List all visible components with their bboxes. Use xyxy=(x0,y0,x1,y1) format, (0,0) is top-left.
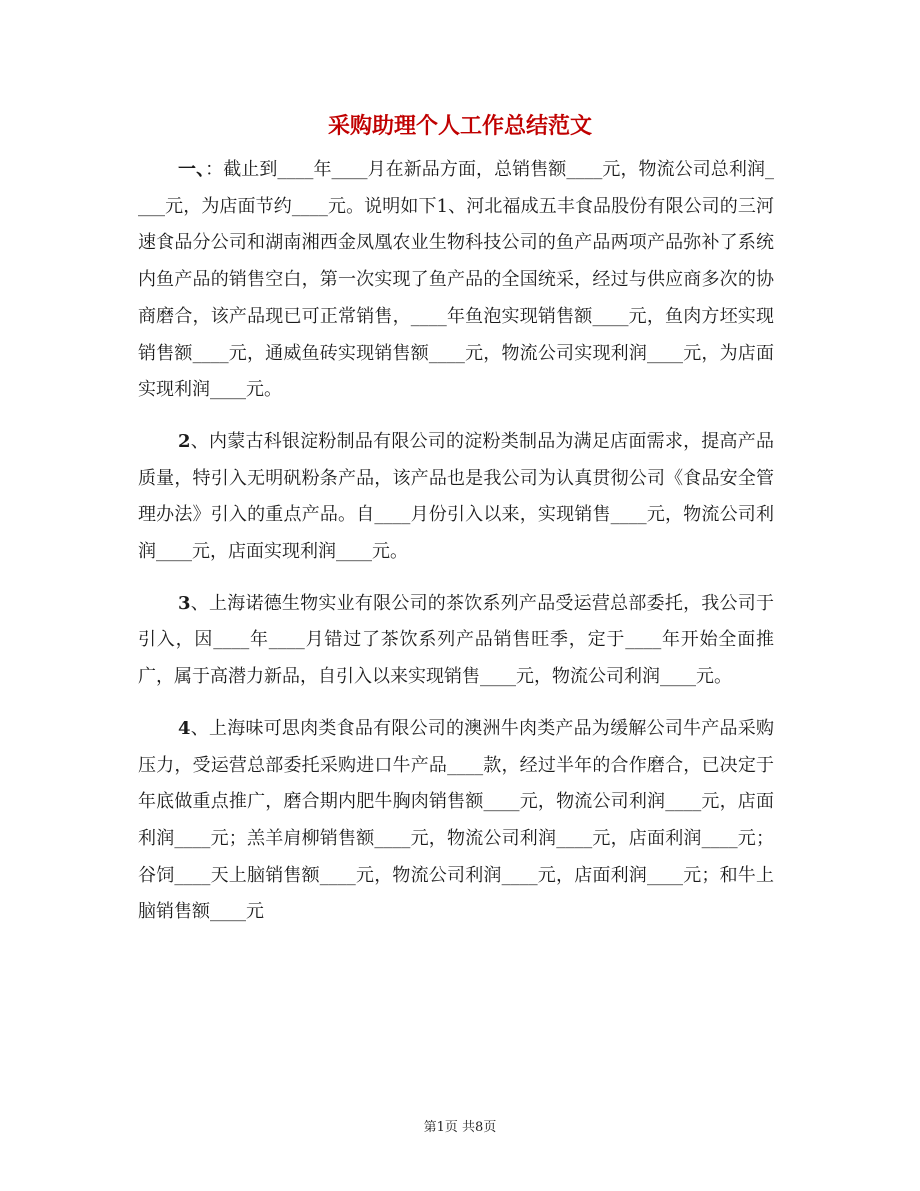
paragraph-2 xyxy=(138,424,774,571)
paragraph-4 xyxy=(138,711,774,931)
paragraph-4-lead: 4 xyxy=(178,717,191,739)
document-title: 采购助理个人工作总结范文 xyxy=(327,113,592,139)
paragraph-1-text: ：截止到____年____月在新品方面，总销售额____元，物流公司总利润____元，为店面节约____元。说明如下1、河北福成五丰食品股份有限公司的三河速食品分公司和湖南湘西金凤凰农业生物科技公司的鱼产品两项产品弥补了系统内鱼产品的销售空白，第一次实现了鱼产品的全国统采，经过与供应商多次的协商磨合，该产品现已可正常销售，____年鱼泡实现销售额____元，鱼肉方坯实现销售额____元，通威鱼砖实现销售额____元，物流公司实现利润____元，为店面实现利润____元。 xyxy=(138,159,775,401)
paragraph-3 xyxy=(138,586,774,696)
paragraph-3-lead: 3 xyxy=(178,592,191,614)
document-body xyxy=(138,152,774,946)
page-footer: 第1页 共8页 xyxy=(423,1120,497,1135)
paragraph-3-text: 、上海诺德生物实业有限公司的茶饮系列产品受运营总部委托，我公司于引入，因____年____月错过了茶饮系列产品销售旺季，定于____年开始全面推广，属于高潜力新品，自引入以来实现销售____元，物流公司利润____元。 xyxy=(138,592,774,688)
paragraph-2-lead: 2 xyxy=(178,430,191,452)
paragraph-2-text: 、内蒙古科银淀粉制品有限公司的淀粉类制品为满足店面需求，提高产品质量，特引入无明矾粉条产品，该产品也是我公司为认真贯彻公司《食品安全管理办法》引入的重点产品。自____月份引入以来，实现销售____元，物流公司利润____元，店面实现利润____元。 xyxy=(138,430,774,563)
paragraph-4-text: 、上海味可思肉类食品有限公司的澳洲牛肉类产品为缓解公司牛产品采购压力，受运营总部委托采购进口牛产品____款，经过半年的合作磨合，已决定于年底做重点推广，磨合期内肥牛胸肉销售额____元，物流公司利润____元，店面利润____元；羔羊肩柳销售额____元，物流公司利润____元，店面利润____元；谷饲____天上脑销售额____元，物流公司利润____元，店面利润____元；和牛上脑销售额____元 xyxy=(138,717,774,923)
paragraph-1-lead: 一、 xyxy=(178,159,206,180)
paragraph-1 xyxy=(138,152,774,409)
